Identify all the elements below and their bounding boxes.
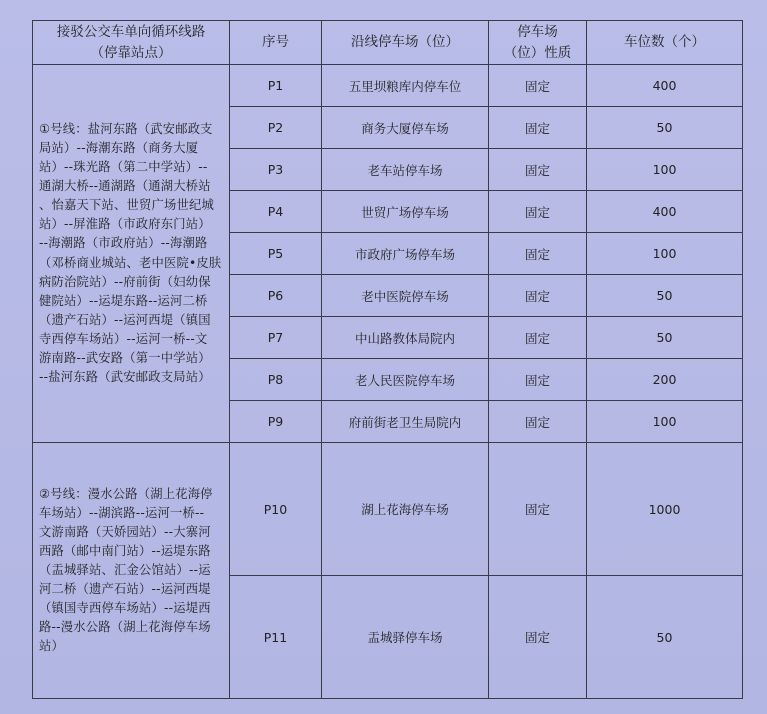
- nature-cell: 固定: [489, 576, 587, 699]
- lot-cell: 五里坝粮库内停车位: [322, 65, 489, 107]
- nature-cell: 固定: [489, 443, 587, 576]
- seq-cell: P1: [230, 65, 322, 107]
- parking-table: [32, 20, 743, 699]
- count-cell: 400: [587, 65, 743, 107]
- seq-cell: P11: [230, 576, 322, 699]
- route-cell-line2: [33, 443, 230, 699]
- header-row: [33, 21, 743, 65]
- seq-cell: P5: [230, 233, 322, 275]
- nature-cell: 固定: [489, 191, 587, 233]
- header-route-line2: （停靠站点）: [90, 44, 172, 61]
- lot-cell: 商务大厦停车场: [322, 107, 489, 149]
- nature-cell: 固定: [489, 107, 587, 149]
- header-route: [33, 21, 230, 65]
- count-cell: 50: [587, 107, 743, 149]
- count-cell: 50: [587, 317, 743, 359]
- lot-cell: 老中医院停车场: [322, 275, 489, 317]
- count-cell: 200: [587, 359, 743, 401]
- lot-cell: 盂城驿停车场: [322, 576, 489, 699]
- count-cell: 100: [587, 401, 743, 443]
- seq-cell: P4: [230, 191, 322, 233]
- seq-cell: P2: [230, 107, 322, 149]
- seq-cell: P9: [230, 401, 322, 443]
- header-lot: 沿线停车场（位）: [322, 21, 489, 65]
- lot-cell: 市政府广场停车场: [322, 233, 489, 275]
- header-nature-line2: （位）性质: [503, 44, 572, 61]
- nature-cell: 固定: [489, 149, 587, 191]
- nature-cell: 固定: [489, 65, 587, 107]
- seq-cell: P3: [230, 149, 322, 191]
- count-cell: 100: [587, 233, 743, 275]
- lot-cell: 府前街老卫生局院内: [322, 401, 489, 443]
- count-cell: 50: [587, 275, 743, 317]
- header-nature-line1: 停车场: [517, 24, 558, 41]
- count-cell: 400: [587, 191, 743, 233]
- header-nature: [489, 21, 587, 65]
- lot-cell: 中山路教体局院内: [322, 317, 489, 359]
- count-cell: 1000: [587, 443, 743, 576]
- count-cell: 100: [587, 149, 743, 191]
- lot-cell: 老人民医院停车场: [322, 359, 489, 401]
- lot-cell: 世贸广场停车场: [322, 191, 489, 233]
- nature-cell: 固定: [489, 401, 587, 443]
- nature-cell: 固定: [489, 359, 587, 401]
- route-cell-line1: [33, 65, 230, 443]
- count-cell: 50: [587, 576, 743, 699]
- header-route-line1: 接驳公交车单向循环线路: [56, 24, 206, 41]
- seq-cell: P7: [230, 317, 322, 359]
- table-row: [33, 443, 743, 576]
- lot-cell: 湖上花海停车场: [322, 443, 489, 576]
- header-count: 车位数（个）: [587, 21, 743, 65]
- route-text-line1: ①号线：盐河东路（武安邮政支 局站）--海潮东路（商务大厦 站）--珠光路（第二中学站）-- 通湖大桥--通湖路（通湖大桥站 、怡嘉天下站、世贸广场世纪城 站）--屏淮路（市政府东门站） --海潮路（市政府站）--海潮路 （邓桥商业城站、老中医院•皮肤 病防治院站）--府前街（妇幼保 健院站）--运堤东路--运河二桥 （遗产石站）--运河西堤（镇国 寺西停车场站）--运河一桥--文 游南路--武安路（第一中学站） --盐河东路（武安邮政支局站）: [39, 122, 222, 384]
- seq-cell: P6: [230, 275, 322, 317]
- route-text-line2: ②号线：漫水公路（湖上花海停 车场站）--湖滨路--运河一桥-- 文游南路（天娇园站）--大寨河 西路（邮中南门站）--运堤东路 （盂城驿站、汇金公馆站）--运 河二桥（遗产石站）--运河西堤 （镇国寺西停车场站）--运堤西 路--漫水公路（湖上花海停车场 站）: [39, 486, 213, 654]
- lot-cell: 老车站停车场: [322, 149, 489, 191]
- header-seq: 序号: [230, 21, 322, 65]
- nature-cell: 固定: [489, 275, 587, 317]
- table-row: [33, 65, 743, 107]
- nature-cell: 固定: [489, 317, 587, 359]
- seq-cell: P10: [230, 443, 322, 576]
- seq-cell: P8: [230, 359, 322, 401]
- nature-cell: 固定: [489, 233, 587, 275]
